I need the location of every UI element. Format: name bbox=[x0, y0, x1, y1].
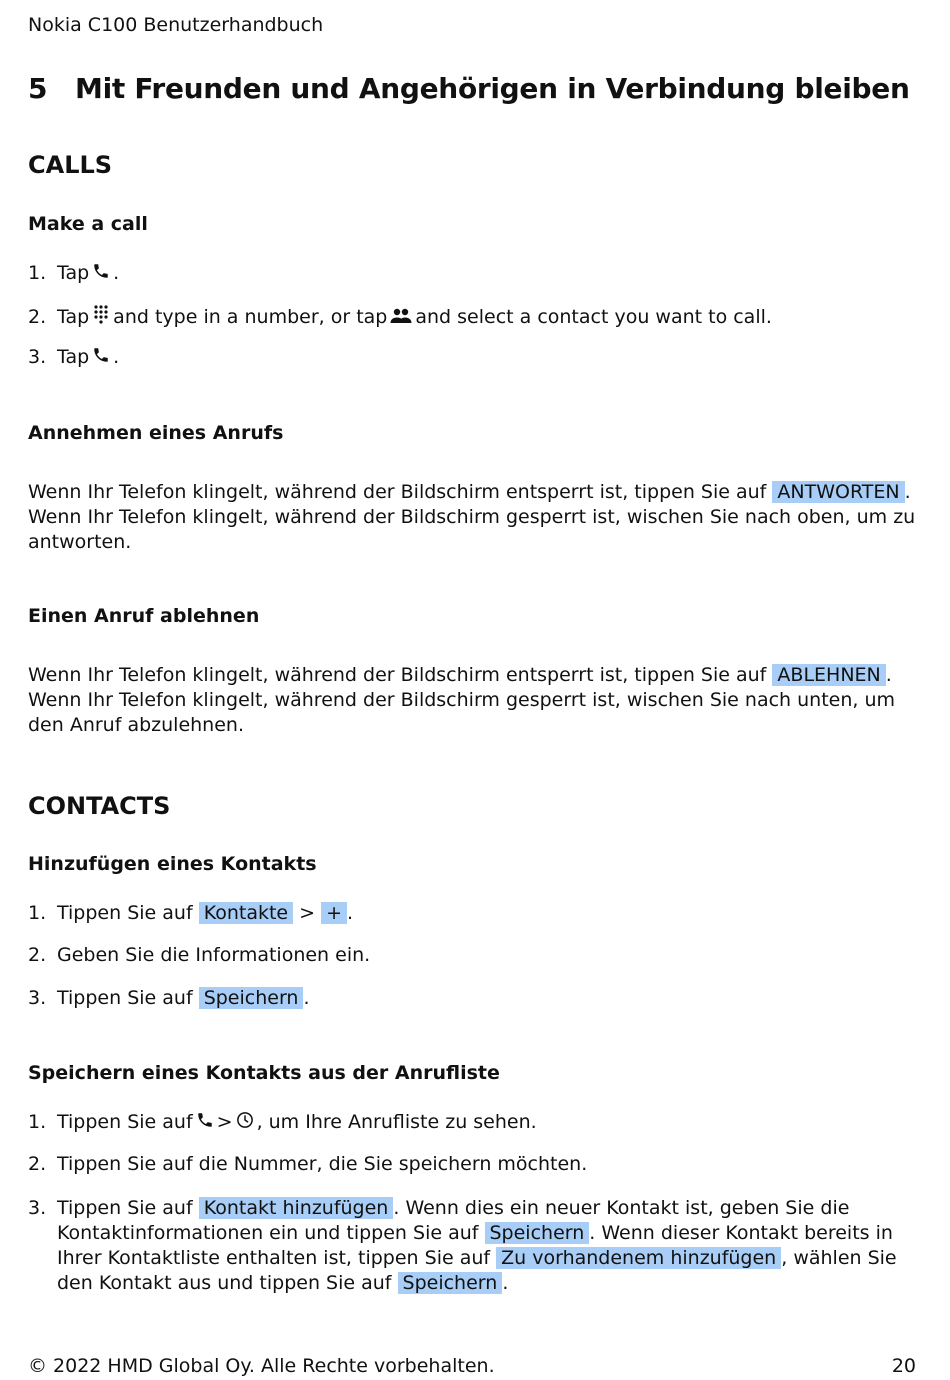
phone-icon bbox=[196, 1111, 214, 1134]
para-text: . Wenn Ihr Telefon klingelt, während der Bildschirm gesperrt ist, wischen Sie nach unten, um den Anruf abzulehnen. bbox=[28, 664, 896, 736]
phone-icon bbox=[92, 346, 110, 369]
save-button-label: Speichern bbox=[485, 1222, 590, 1244]
clock-icon bbox=[236, 1111, 254, 1134]
section-heading-calls: CALLS bbox=[28, 151, 113, 179]
step-text: . Wenn dieser Kontakt bereits in Ihrer Kontaktliste enthalten ist, tippen Sie auf bbox=[57, 1222, 893, 1269]
add-contact-step-3 bbox=[28, 987, 310, 1009]
step-text: Tap bbox=[57, 262, 90, 284]
step-number: 1. bbox=[28, 262, 47, 284]
step-text-end: . bbox=[113, 346, 120, 368]
step-number: 2. bbox=[28, 944, 47, 966]
save-button-label: Speichern bbox=[199, 987, 304, 1009]
footer-copyright: © 2022 HMD Global Oy. Alle Rechte vorbehalten. bbox=[28, 1355, 495, 1377]
step-number: 1. bbox=[28, 1111, 47, 1133]
para-text: Wenn Ihr Telefon klingelt, während der Bildschirm entsperrt ist, tippen Sie auf bbox=[28, 481, 767, 503]
answer-call-paragraph bbox=[28, 480, 928, 555]
step-text: Tap bbox=[57, 346, 90, 368]
step-text-end: . bbox=[303, 987, 310, 1009]
step-number: 2. bbox=[28, 306, 47, 328]
page-number: 20 bbox=[891, 1355, 916, 1377]
step-number: 3. bbox=[28, 987, 47, 1009]
reject-button-label: ABLEHNEN bbox=[772, 664, 885, 686]
step-text: Tippen Sie auf bbox=[57, 1111, 193, 1133]
running-header: Nokia C100 Benutzerhandbuch bbox=[28, 14, 324, 36]
step-number: 3. bbox=[28, 1197, 47, 1219]
add-to-existing-button-label: Zu vorhandenem hinzufügen bbox=[496, 1247, 781, 1269]
contacts-icon bbox=[390, 307, 412, 329]
section-heading-contacts: CONTACTS bbox=[28, 792, 171, 820]
step-text-end: , um Ihre Anrufliste zu sehen. bbox=[256, 1111, 537, 1133]
step-text-end: . bbox=[502, 1272, 509, 1294]
para-text: . Wenn Ihr Telefon klingelt, während der Bildschirm gesperrt ist, wischen Sie nach oben, um zu antworten. bbox=[28, 481, 916, 553]
phone-icon bbox=[92, 262, 110, 285]
dialpad-icon bbox=[92, 304, 110, 329]
make-call-step-2 bbox=[28, 304, 772, 329]
step-number: 3. bbox=[28, 346, 47, 368]
subheading-add-contact: Hinzufügen eines Kontakts bbox=[28, 853, 317, 875]
subheading-answer-call: Annehmen eines Anrufs bbox=[28, 422, 284, 444]
add-contact-step-2 bbox=[28, 944, 370, 966]
add-button-label: + bbox=[321, 902, 347, 924]
step-number: 2. bbox=[28, 1153, 47, 1175]
step-text-mid: and type in a number, or tap bbox=[113, 306, 388, 328]
chapter-title bbox=[28, 72, 910, 105]
subheading-reject-call: Einen Anruf ablehnen bbox=[28, 605, 260, 627]
step-text: Tippen Sie auf bbox=[57, 902, 193, 924]
save-button-label: Speichern bbox=[398, 1272, 503, 1294]
save-log-step-2 bbox=[28, 1153, 587, 1175]
separator: > bbox=[299, 902, 316, 924]
para-text: Wenn Ihr Telefon klingelt, während der Bildschirm entsperrt ist, tippen Sie auf bbox=[28, 664, 767, 686]
step-number: 1. bbox=[28, 902, 47, 924]
step-text: Geben Sie die Informationen ein. bbox=[57, 944, 371, 966]
step-text-end: and select a contact you want to call. bbox=[415, 306, 772, 328]
chapter-number: 5 bbox=[28, 72, 48, 105]
contacts-app-label: Kontakte bbox=[199, 902, 293, 924]
step-text-end: . bbox=[347, 902, 354, 924]
add-contact-button-label: Kontakt hinzufügen bbox=[199, 1197, 394, 1219]
reject-call-paragraph bbox=[28, 663, 928, 738]
step-body bbox=[57, 1196, 928, 1296]
chapter-title-text: Mit Freunden und Angehörigen in Verbindung bleiben bbox=[75, 72, 910, 105]
save-log-step-3 bbox=[28, 1196, 928, 1296]
make-call-step-3 bbox=[28, 346, 119, 369]
step-text: Tippen Sie auf die Nummer, die Sie speichern möchten. bbox=[57, 1153, 588, 1175]
step-text: Tippen Sie auf bbox=[57, 1197, 193, 1219]
step-text: Tap bbox=[57, 306, 90, 328]
step-text-end: . bbox=[113, 262, 120, 284]
separator: > bbox=[216, 1111, 233, 1133]
save-log-step-1 bbox=[28, 1111, 537, 1134]
make-call-step-1 bbox=[28, 262, 119, 285]
step-text: . Wenn dies ein neuer Kontakt ist, geben Sie die Kontaktinformationen ein und tippen Sie auf bbox=[57, 1197, 850, 1244]
add-contact-step-1 bbox=[28, 902, 353, 924]
subheading-save-from-call-log: Speichern eines Kontakts aus der Anrufliste bbox=[28, 1062, 500, 1084]
step-text: , wählen Sie den Kontakt aus und tippen Sie auf bbox=[57, 1247, 897, 1294]
step-text: Tippen Sie auf bbox=[57, 987, 193, 1009]
subheading-make-call: Make a call bbox=[28, 213, 148, 235]
answer-button-label: ANTWORTEN bbox=[772, 481, 904, 503]
